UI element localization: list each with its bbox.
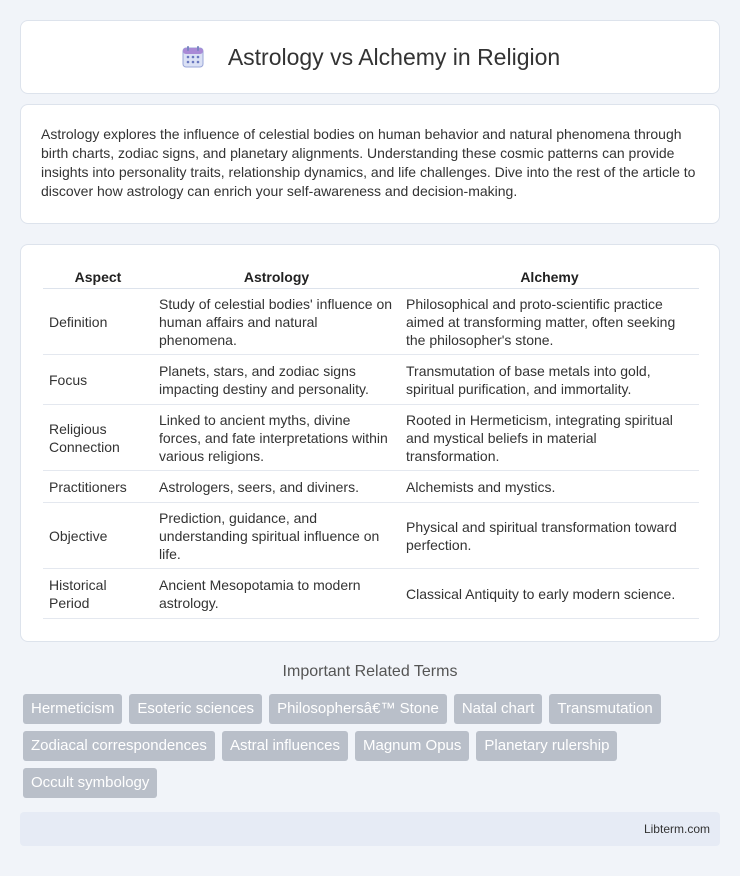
row-alchemy: Classical Antiquity to early modern science. xyxy=(400,569,699,619)
related-terms-list xyxy=(23,694,723,798)
row-astrology: Planets, stars, and zodiac signs impacting destiny and personality. xyxy=(153,355,400,405)
comparison-table xyxy=(43,265,699,619)
calendar-icon xyxy=(180,44,206,70)
table-row xyxy=(43,289,699,355)
footer-site-link[interactable]: Libterm.com xyxy=(643,822,710,836)
row-astrology: Linked to ancient myths, divine forces, and fate interpretations within various religions. xyxy=(153,405,400,471)
term-tag[interactable]: Occult symbology xyxy=(23,768,157,798)
row-aspect: Focus xyxy=(43,355,153,405)
table-row xyxy=(43,355,699,405)
header-aspect: Aspect xyxy=(43,265,153,289)
table-row xyxy=(43,471,699,503)
row-astrology: Ancient Mesopotamia to modern astrology. xyxy=(153,569,400,619)
header-card xyxy=(20,20,720,94)
term-tag[interactable]: Astral influences xyxy=(222,731,348,761)
row-astrology: Astrologers, seers, and diviners. xyxy=(153,471,400,503)
term-tag[interactable]: Natal chart xyxy=(454,694,543,724)
term-tag[interactable]: Hermeticism xyxy=(23,694,122,724)
term-tag[interactable]: Magnum Opus xyxy=(355,731,469,761)
row-alchemy: Rooted in Hermeticism, integrating spiritual and mystical beliefs in material transformation. xyxy=(400,405,699,471)
term-tag[interactable]: Philosophersâ€™ Stone xyxy=(269,694,447,724)
intro-card xyxy=(20,104,720,224)
comparison-table-card xyxy=(20,244,720,642)
intro-text: Astrology explores the influence of celestial bodies on human behavior and natural phenomena through birth charts, zodiac signs, and planetary alignments. Understanding these cosmic patterns can provide insights into personality traits, relationship dynamics, and life challenges. Dive into the rest of the article to discover how astrology can enrich your self-awareness and decision-making. xyxy=(41,126,696,199)
row-alchemy: Transmutation of base metals into gold, spiritual purification, and immortality. xyxy=(400,355,699,405)
footer xyxy=(20,812,720,846)
table-row xyxy=(43,503,699,569)
table-row xyxy=(43,405,699,471)
term-tag[interactable]: Planetary rulership xyxy=(476,731,617,761)
header-alchemy: Alchemy xyxy=(400,265,699,289)
row-astrology: Prediction, guidance, and understanding spiritual influence on life. xyxy=(153,503,400,569)
table-header-row xyxy=(43,265,699,289)
row-alchemy: Philosophical and proto-scientific practice aimed at transforming matter, often seeking the philosopher's stone. xyxy=(400,289,699,355)
row-aspect: Practitioners xyxy=(43,471,153,503)
related-terms-title: Important Related Terms xyxy=(282,663,458,680)
row-astrology: Study of celestial bodies' influence on human affairs and natural phenomena. xyxy=(153,289,400,355)
row-aspect: Definition xyxy=(43,289,153,355)
term-tag[interactable]: Transmutation xyxy=(549,694,660,724)
row-alchemy: Alchemists and mystics. xyxy=(400,471,699,503)
term-tag[interactable]: Esoteric sciences xyxy=(129,694,262,724)
page-title: Astrology vs Alchemy in Religion xyxy=(227,43,561,70)
table-row xyxy=(43,569,699,619)
header-astrology: Astrology xyxy=(153,265,400,289)
row-aspect: Historical Period xyxy=(43,569,153,619)
row-aspect: Objective xyxy=(43,503,153,569)
row-aspect: Religious Connection xyxy=(43,405,153,471)
term-tag[interactable]: Zodiacal correspondences xyxy=(23,731,215,761)
row-alchemy: Physical and spiritual transformation toward perfection. xyxy=(400,503,699,569)
